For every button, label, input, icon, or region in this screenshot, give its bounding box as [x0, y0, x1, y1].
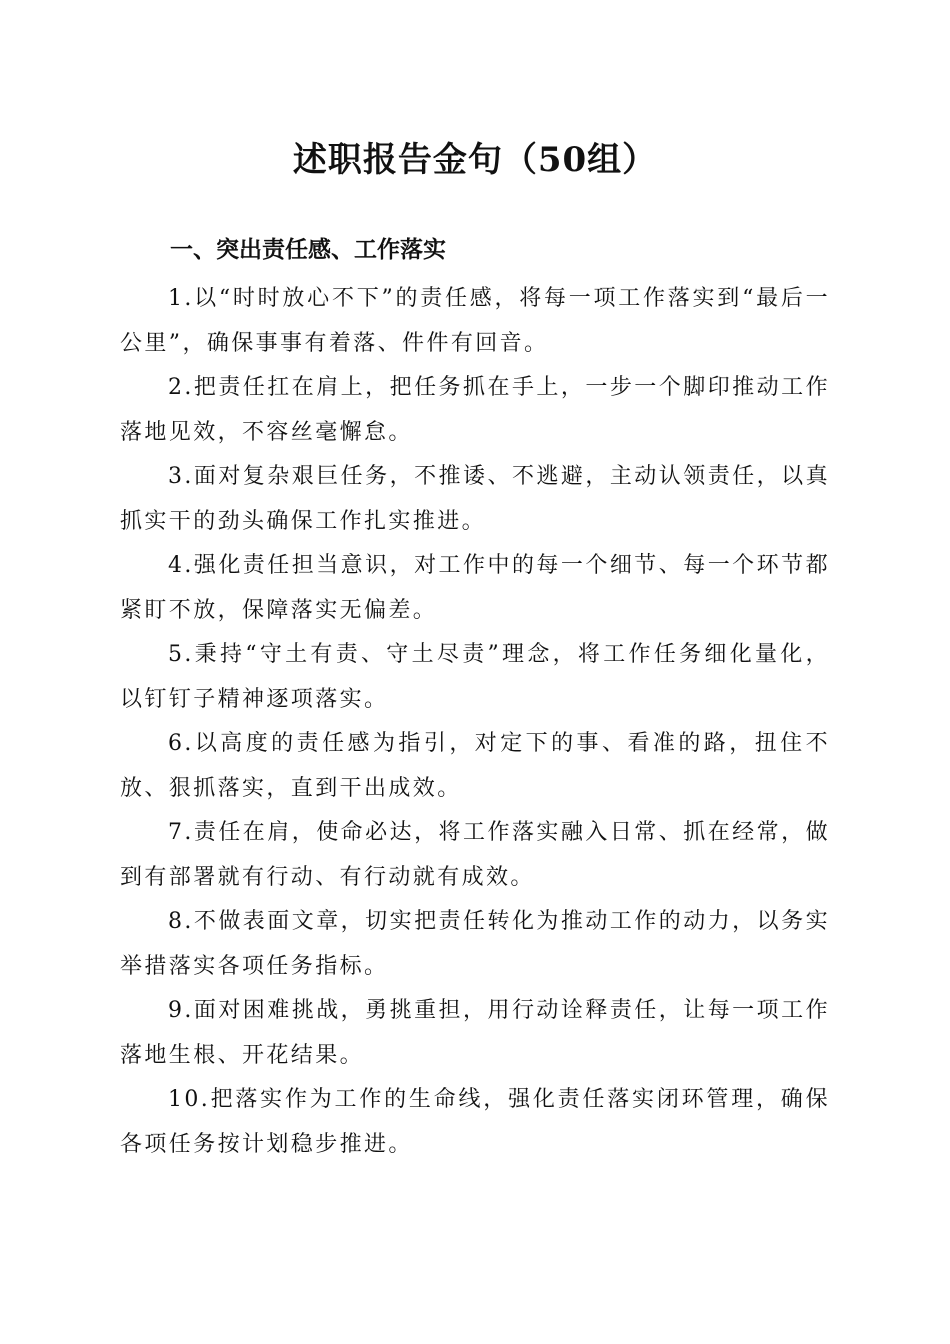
list-item: 7.责任在肩，使命必达，将工作落实融入日常、抓在经常，做到有部署就有行动、有行动就有成效。	[120, 820, 830, 890]
list-item: 8.不做表面文章，切实把责任转化为推动工作的动力，以务实举措落实各项任务指标。	[120, 909, 830, 979]
list-item: 4.强化责任担当意识，对工作中的每一个细节、每一个环节都紧盯不放，保障落实无偏差。	[120, 553, 830, 623]
list-item: 1.以“时时放心不下”的责任感，将每一项工作落实到“最后一公里”，确保事事有着落、件件有回音。	[120, 286, 830, 356]
list-item: 5.秉持“守土有责、守土尽责”理念，将工作任务细化量化，以钉钉子精神逐项落实。	[120, 642, 830, 712]
list-item: 3.面对复杂艰巨任务，不推诿、不逃避，主动认领责任，以真抓实干的劲头确保工作扎实推进。	[120, 464, 830, 534]
list-item: 10.把落实作为工作的生命线，强化责任落实闭环管理，确保各项任务按计划稳步推进。	[120, 1087, 830, 1157]
list-item: 6.以高度的责任感为指引，对定下的事、看准的路，扭住不放、狠抓落实，直到干出成效。	[120, 731, 830, 801]
item-list	[120, 277, 830, 1167]
document-title: 述职报告金句（50组）	[292, 140, 658, 180]
list-item: 9.面对困难挑战，勇挑重担，用行动诠释责任，让每一项工作落地生根、开花结果。	[120, 998, 830, 1068]
section-heading: 一、突出责任感、工作落实	[170, 237, 446, 263]
list-item: 2.把责任扛在肩上，把任务抓在手上，一步一个脚印推动工作落地见效，不容丝毫懈怠。	[120, 375, 830, 445]
